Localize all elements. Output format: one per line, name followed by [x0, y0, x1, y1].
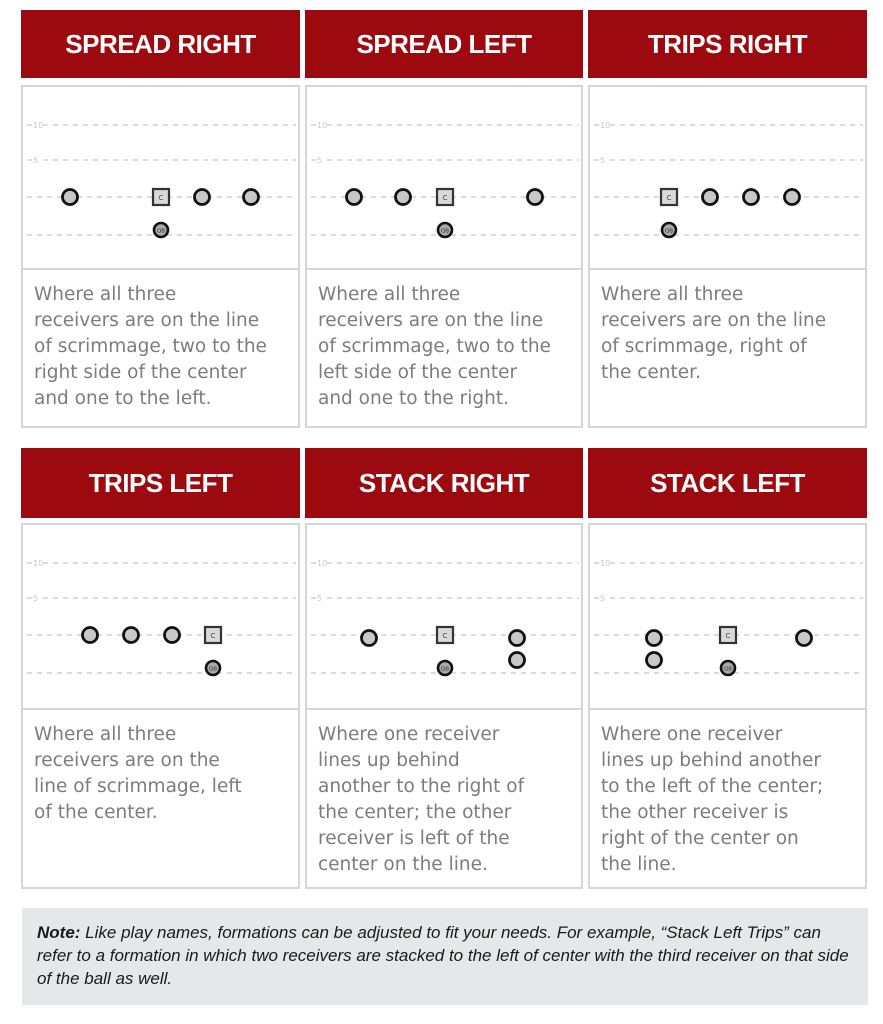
receiver-icon — [165, 628, 180, 643]
receiver-icon — [124, 628, 139, 643]
yard-label-5: 5 — [600, 156, 606, 165]
description-line: the line. — [601, 854, 677, 875]
formation-title: STACK RIGHT — [305, 448, 583, 518]
formation-diagram — [588, 523, 867, 711]
formation-title: TRIPS RIGHT — [588, 10, 867, 78]
yard-label-10: 10 — [600, 121, 611, 130]
svg-text:QB: QB — [440, 666, 450, 673]
note-text: Like play names, formations can be adjusted to fit your needs. For example, “Stack Left Trips” can refer to a formation in which two receivers are stacked to the left of center with the third receiver on that side of the ball as well. — [37, 923, 849, 988]
receiver-icon — [510, 631, 525, 646]
formation-description — [588, 708, 867, 889]
description-line: of scrimmage, two to the — [318, 336, 551, 357]
formation-diagram — [305, 85, 583, 270]
yard-label-10: 10 — [33, 559, 44, 568]
svg-text:C: C — [725, 632, 731, 640]
formation-title: TRIPS LEFT — [21, 448, 300, 518]
description-line: the other receiver is — [601, 802, 789, 823]
formation-description — [21, 268, 300, 428]
formation-title: SPREAD LEFT — [305, 10, 583, 78]
description-line: the center; the other — [318, 802, 512, 823]
description-line: receivers are on the line — [601, 310, 827, 331]
formation-description — [588, 268, 867, 428]
description-line: right side of the center — [34, 362, 247, 383]
yard-label-5: 5 — [600, 594, 606, 603]
description-line: line of scrimmage, left — [34, 776, 242, 797]
yard-label-10: 10 — [33, 121, 44, 130]
receiver-icon — [703, 190, 718, 205]
description-line: receiver is left of the — [318, 828, 510, 849]
formation-title: SPREAD RIGHT — [21, 10, 300, 78]
description-line: of scrimmage, right of — [601, 336, 807, 357]
receiver-icon — [797, 631, 812, 646]
receiver-icon — [244, 190, 259, 205]
formation-description — [21, 708, 300, 889]
description-line: Where all three — [601, 284, 744, 305]
description-line: of scrimmage, two to the — [34, 336, 267, 357]
formation-diagram — [21, 523, 300, 711]
description-line: and one to the left. — [34, 388, 212, 409]
description-line: Where all three — [34, 284, 177, 305]
receiver-icon — [362, 631, 377, 646]
svg-text:C: C — [442, 194, 448, 202]
note-label: Note: — [37, 923, 81, 942]
description-line: receivers are on the line — [318, 310, 544, 331]
receiver-icon — [195, 190, 210, 205]
receiver-icon — [647, 653, 662, 668]
yard-label-5: 5 — [33, 156, 39, 165]
formation-title: STACK LEFT — [588, 448, 867, 518]
svg-text:QB: QB — [664, 228, 674, 235]
formation-diagram — [588, 85, 867, 270]
note-box — [22, 908, 868, 1005]
receiver-icon — [528, 190, 543, 205]
description-line: of the center. — [34, 802, 158, 823]
description-line: and one to the right. — [318, 388, 510, 409]
yard-label-5: 5 — [33, 594, 39, 603]
description-line: receivers are on the line — [34, 310, 260, 331]
description-line: center on the line. — [318, 854, 488, 875]
receiver-icon — [744, 190, 759, 205]
receiver-icon — [396, 190, 411, 205]
receiver-icon — [510, 653, 525, 668]
description-line: lines up behind another — [601, 750, 821, 771]
receiver-icon — [83, 628, 98, 643]
receiver-icon — [347, 190, 362, 205]
yard-label-5: 5 — [317, 594, 323, 603]
description-line: right of the center on — [601, 828, 799, 849]
formation-description — [305, 708, 583, 889]
description-line: left side of the center — [318, 362, 518, 383]
yard-label-10: 10 — [317, 121, 328, 130]
yard-label-5: 5 — [317, 156, 323, 165]
description-line: lines up behind — [318, 750, 460, 771]
description-line: Where one receiver — [601, 724, 783, 745]
svg-text:QB: QB — [440, 228, 450, 235]
svg-text:QB: QB — [156, 228, 166, 235]
formation-description — [305, 268, 583, 428]
formation-diagram — [305, 523, 583, 711]
description-line: receivers are on the — [34, 750, 220, 771]
description-line: Where all three — [318, 284, 461, 305]
svg-text:C: C — [442, 632, 448, 640]
description-line: the center. — [601, 362, 701, 383]
svg-text:QB: QB — [208, 666, 218, 673]
receiver-icon — [647, 631, 662, 646]
svg-text:C: C — [210, 632, 216, 640]
description-line: Where one receiver — [318, 724, 500, 745]
yard-label-10: 10 — [600, 559, 611, 568]
description-line: to the left of the center; — [601, 776, 824, 797]
description-line: Where all three — [34, 724, 177, 745]
description-line: another to the right of — [318, 776, 525, 797]
svg-text:C: C — [666, 194, 672, 202]
formation-diagram — [21, 85, 300, 270]
receiver-icon — [785, 190, 800, 205]
svg-text:C: C — [158, 194, 164, 202]
receiver-icon — [63, 190, 78, 205]
svg-text:QB: QB — [723, 666, 733, 673]
yard-label-10: 10 — [317, 559, 328, 568]
